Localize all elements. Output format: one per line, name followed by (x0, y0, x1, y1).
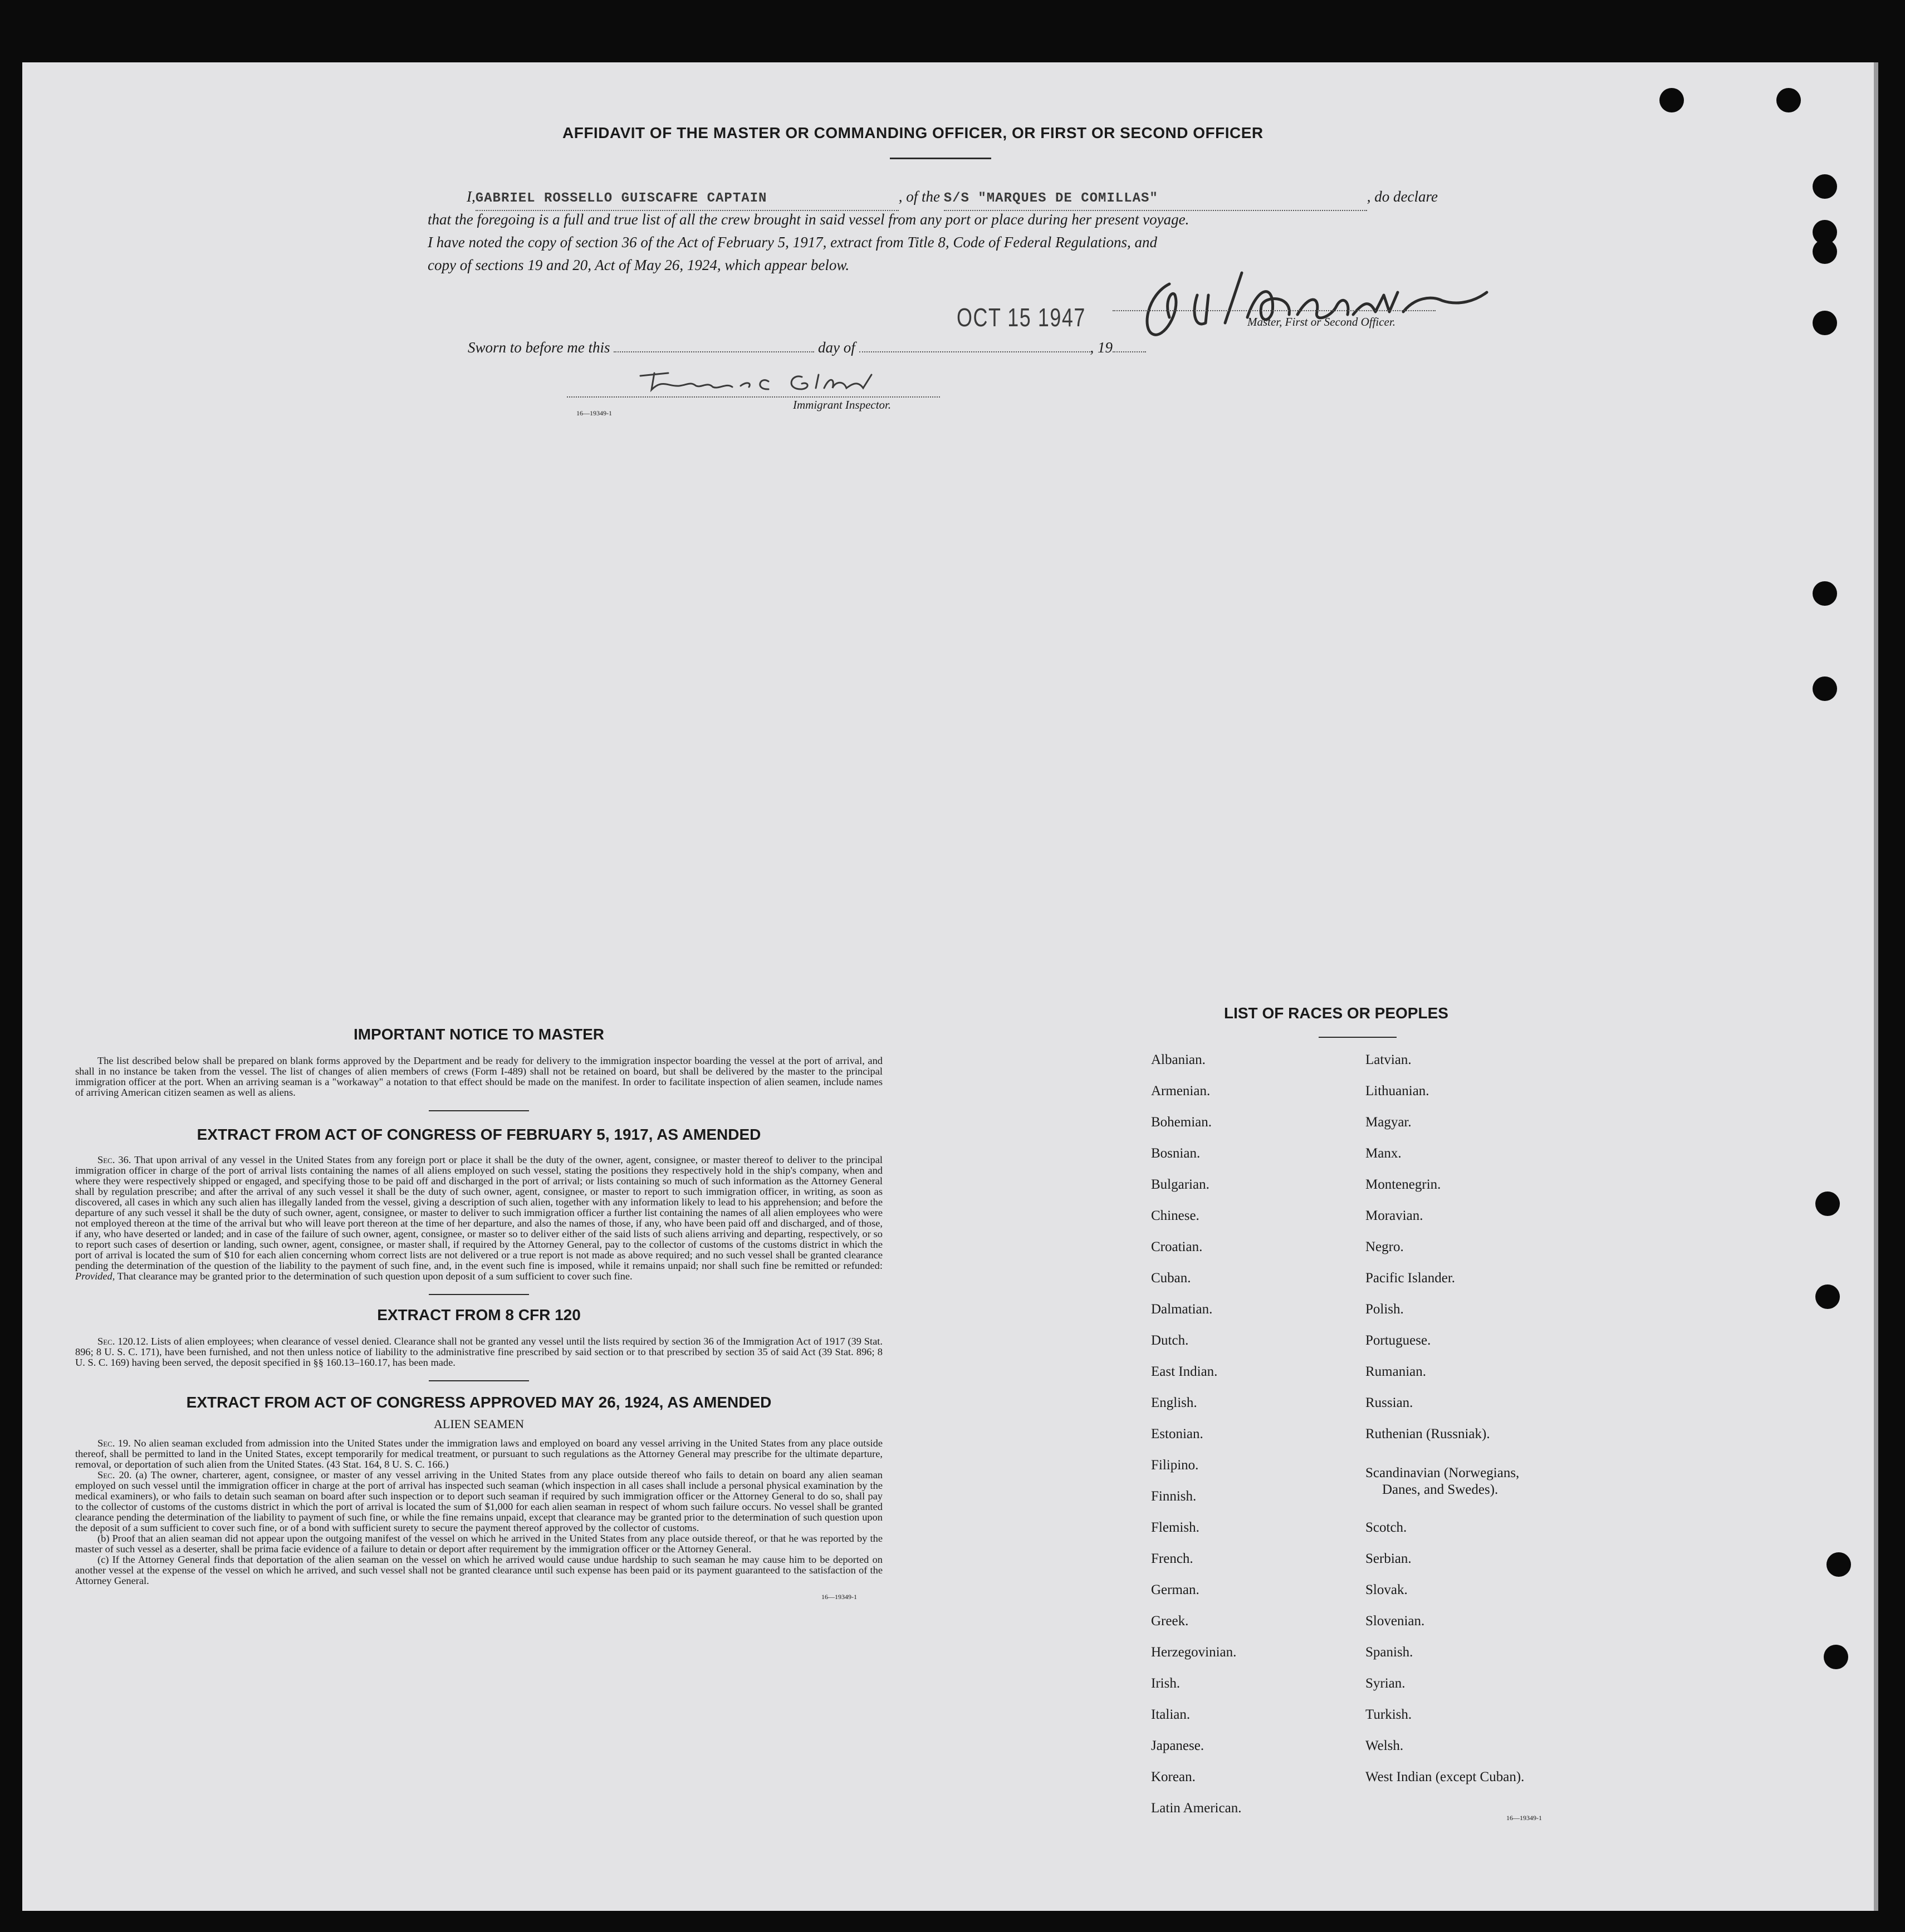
race-item: Croatian. (1151, 1239, 1203, 1254)
race-item: Manx. (1365, 1146, 1402, 1161)
sworn-line (468, 336, 1146, 359)
race-item: Dalmatian. (1151, 1302, 1213, 1317)
punch-hole (1813, 581, 1837, 606)
extract-1917-title: EXTRACT FROM ACT OF CONGRESS OF FEBRUARY 5, 1917, AS AMENDED (197, 1126, 761, 1143)
race-item: Syrian. (1365, 1676, 1406, 1691)
vessel-name: S/S "MARQUES DE COMILLAS" (943, 191, 1158, 206)
race-item: German. (1151, 1582, 1199, 1597)
race-item: Bosnian. (1151, 1146, 1201, 1161)
extract-1917-divider (429, 1294, 529, 1295)
notice-divider (429, 1110, 529, 1111)
race-item: Bohemian. (1151, 1115, 1212, 1130)
punch-hole (1826, 1552, 1851, 1577)
race-item: Albanian. (1151, 1052, 1206, 1067)
race-item: Montenegrin. (1365, 1177, 1441, 1192)
extract-1924-title: EXTRACT FROM ACT OF CONGRESS APPROVED MAY 26, 1924, AS AMENDED (186, 1394, 772, 1411)
race-item: Magyar. (1365, 1115, 1412, 1130)
race-item: West Indian (except Cuban). (1365, 1769, 1525, 1784)
affidavit-title: AFFIDAVIT OF THE MASTER OR COMMANDING OFFICER, OR FIRST OR SECOND OFFICER (562, 124, 1264, 141)
race-item: Spanish. (1365, 1645, 1413, 1660)
race-item: Dutch. (1151, 1333, 1189, 1348)
race-item: Japanese. (1151, 1738, 1204, 1753)
race-item: Portuguese. (1365, 1333, 1431, 1348)
punch-hole (1815, 1191, 1840, 1216)
notice-title: IMPORTANT NOTICE TO MASTER (353, 1026, 605, 1043)
punch-hole (1813, 239, 1837, 264)
race-item: Estonian. (1151, 1426, 1203, 1441)
race-item: French. (1151, 1551, 1193, 1566)
affidavit-line-2: that the foregoing is a full and true list of all the crew brought in said vessel from any port or place during her present voyage. (428, 211, 1189, 228)
extract-cfr-body: Sec. 120.12. Lists of alien employees; when clearance of vessel denied. Clearance shall not be granted any vessel until the lists required by section 36 of the Immigration Act of 1917 (39 Stat. 896; 8 U. S. C. 171), have been furnished, and not then unless notice of liability to the administrative fine prescribed by said section or to that prescribed by section 35 of said Act (39 Stat. 896; 8 U. S. C. 169) having been served, the deposit specified in §§ 160.13–160.17, has been made. (75, 1336, 883, 1368)
date-stamp: OCT 15 1947 (957, 303, 1086, 332)
race-item: Flemish. (1151, 1520, 1199, 1535)
form-number-top: 16—19349-1 (576, 409, 612, 417)
punch-hole (1813, 676, 1837, 701)
race-item: Negro. (1365, 1239, 1404, 1254)
race-item: Greek. (1151, 1614, 1189, 1629)
punch-hole (1776, 88, 1801, 112)
race-item: Pacific Islander. (1365, 1271, 1456, 1286)
races-title: LIST OF RACES OR PEOPLES (1224, 1004, 1448, 1022)
sec-20a-body: Sec. 20. (a) The owner, charterer, agent, consignee, or master of any vessel arriving in the United States from any place outside thereof who fails to detain on board any alien seaman employed on such vessel until the immigration officer in charge at the port of arrival has inspected such seaman (which inspection in all cases shall include a personal physical examination by the medical examiners), or who fails to detain such seaman on board after such inspection or to deport such seaman if required by such immigration officer or the Attorney General to do so, shall pay to the collector of customs of the customs district in which the port of arrival is located the sum of $1,000 for each alien seaman in respect of whom such failure occurs. No vessel shall be granted clearance pending the determination of the liability to payment of such fine, or while the fine remains unpaid, except that clearance may be granted prior to the determination of such question upon the deposit of a sum sufficient to cover such fine, or of a bond with sufficient surety to secure the payment thereof approved by the collector of customs. (75, 1469, 883, 1533)
punch-hole (1824, 1645, 1848, 1669)
races-left-column (1151, 1052, 1241, 1832)
sec-20c-body: (c) If the Attorney General finds that deportation of the alien seaman on the vessel on which he arrived would cause undue hardship to such seaman he may cause him to be deported on another vessel at the expense of the vessel on which he arrived, and such vessel shall not be granted clearance until such expense has been paid or its payment guaranteed to the satisfaction of the Attorney General. (75, 1554, 883, 1586)
race-item: Lithuanian. (1365, 1083, 1429, 1099)
affidavit-line-1 (467, 185, 1438, 211)
affidavit-line-3: I have noted the copy of section 36 of the Act of February 5, 1917, extract from Title 8, Code of Federal Regulations, and (428, 234, 1158, 251)
form-number-right: 16—19349-1 (1506, 1814, 1542, 1822)
sheet-edge (1874, 62, 1878, 1911)
race-item: Slovenian. (1365, 1614, 1425, 1629)
race-item: Scotch. (1365, 1520, 1407, 1535)
sworn-prefix: Sworn to before me this (468, 339, 610, 356)
line-1-suffix: , do declare (1367, 188, 1438, 205)
race-item: East Indian. (1151, 1364, 1218, 1379)
race-item: Polish. (1365, 1302, 1404, 1317)
race-item: Serbian. (1365, 1551, 1412, 1566)
race-item: English. (1151, 1395, 1197, 1410)
extract-cfr-title: EXTRACT FROM 8 CFR 120 (377, 1306, 581, 1323)
race-item: Cuban. (1151, 1271, 1191, 1286)
declarant-prefix: I, (467, 188, 476, 205)
inspector-signature-line (567, 396, 940, 398)
race-item: Finnish. (1151, 1489, 1197, 1504)
race-item: Moravian. (1365, 1208, 1423, 1223)
race-item: Filipino. (1151, 1458, 1199, 1473)
race-item: Slovak. (1365, 1582, 1408, 1597)
punch-hole (1813, 311, 1837, 335)
race-item: Scandinavian (Norwegians, (1365, 1465, 1520, 1480)
inspector-signature (635, 365, 902, 398)
race-item: Italian. (1151, 1707, 1191, 1722)
races-divider (1319, 1037, 1397, 1038)
race-item: Armenian. (1151, 1083, 1211, 1099)
extract-1924-subtitle: ALIEN SEAMEN (434, 1417, 524, 1431)
affidavit-line-4: copy of sections 19 and 20, Act of May 26, 1924, which appear below. (428, 257, 850, 273)
punch-hole (1815, 1284, 1840, 1309)
punch-hole (1813, 174, 1837, 199)
sworn-year: , 19 (1090, 339, 1113, 356)
punch-hole (1659, 88, 1684, 112)
sec-20b-body: (b) Proof that an alien seaman did not appear upon the outgoing manifest of the vessel on which he arrived in the United States from any place outside thereof, or that he was reported by the master of such vessel as a deserter, shall be prima facie evidence of a failure to detain or deport after requirement by the immigration officer or the Attorney General. (75, 1533, 883, 1555)
signature-line (1113, 310, 1436, 311)
race-item: Welsh. (1365, 1738, 1404, 1753)
form-number-left: 16—19349-1 (821, 1593, 857, 1601)
master-signature (1130, 262, 1492, 345)
sworn-day-of: day of (818, 339, 855, 356)
race-item: Korean. (1151, 1769, 1196, 1784)
races-right-column (1365, 1052, 1524, 1801)
sec-19-body: Sec. 19. No alien seaman excluded from admission into the United States under the immigration laws and employed on board any vessel arriving in the United States from any place outside thereof, shall be permitted to land in the United States, except temporarily for medical treatment, or pursuant to such regulations as the Attorney General may prescribe for the ultimate departure, removal, or deportation of such alien from the United States. (43 Stat. 164, 8 U. S. C. 166.) (75, 1438, 883, 1470)
race-item: Danes, and Swedes). (1382, 1482, 1498, 1497)
race-item: Irish. (1151, 1676, 1181, 1691)
declarant-name: GABRIEL ROSSELLO GUISCAFRE CAPTAIN (475, 191, 767, 206)
line-1-mid: , of the (898, 188, 940, 205)
race-item: Ruthenian (Russniak). (1365, 1426, 1490, 1441)
title-divider (890, 158, 991, 159)
race-item: Herzegovinian. (1151, 1645, 1237, 1660)
race-item: Rumanian. (1365, 1364, 1427, 1379)
race-item: Latvian. (1365, 1052, 1412, 1067)
extract-cfr-divider (429, 1380, 529, 1381)
inspector-caption: Immigrant Inspector. (793, 398, 892, 411)
race-item: Bulgarian. (1151, 1177, 1209, 1192)
race-item: Latin American. (1151, 1801, 1242, 1816)
race-item: Russian. (1365, 1395, 1413, 1410)
race-item: Chinese. (1151, 1208, 1199, 1223)
legal-column (75, 1026, 883, 1601)
notice-body: The list described below shall be prepared on blank forms approved by the Department and be ready for delivery to the immigration inspector boarding the vessel at the port of arrival, and shall in no instance be taken from the vessel. The list of changes of alien members of crews (Form I-489) shall not be retained on board, but shall be delivered by the master to the principal immigration officer at the port. When an arriving seaman is a "workaway" a notation to that effect should be made on the manifest. In order to facilitate inspection of alien seamen, include names of arriving American citizen seamen as well as aliens. (75, 1055, 883, 1098)
master-caption: Master, First or Second Officer. (1247, 315, 1395, 328)
race-item: Turkish. (1365, 1707, 1412, 1722)
extract-1917-body: Sec. 36. That upon arrival of any vessel in the United States from any foreign port or place it shall be the duty of the owner, agent, consignee, or master thereof to deliver to the principal immigration officer in charge of the port of arrival lists containing the names of all aliens employed on such vessel, stating the positions they respectively hold in the ship's company, when and where they were respectively shipped or engaged, and specifying those to be paid off and discharged in the port of arrival; or lists containing so much of such information as the Attorney General shall by regulation prescribe; and after the arrival of any such vessel it shall be the duty of such owner, agent, consignee, or master to report to such immigration officer, in writing, as soon as discovered, all cases in which any such alien has illegally landed from the vessel, giving a description of such alien, together with any information likely to lead to his apprehension; and before the departure of any such vessel it shall be the duty of such owner, agent, consignee, or master to deliver to such immigration officer a further list containing the names of all alien employees who were not employed thereon at the time of the arrival but who will leave port thereon at the time of her departure, and also the names of those, if any, who have been paid off and discharged, and of those, if any, who have deserted or landed; and in case of the failure of such owner, agent, consignee, or master so to deliver either of the said lists of such aliens arriving and departing, respectively, or so to report such cases of desertion or landing, such owner, agent, consignee, or master shall, if required by the Attorney General, pay to the collector of customs of the customs district in which the port of arrival is located the sum of $10 for each alien concerning whom correct lists are not delivered or a true report is not made as above required; and no such vessel shall be granted clearance pending the determination of the question of the liability to the payment of such fine, and, in the event such fine is imposed, while it remains unpaid; nor shall such fine be remitted or refunded: Provided, That clearance may be granted prior to the determination of such question upon deposit of a sum sufficient to cover such fine. (75, 1154, 883, 1282)
